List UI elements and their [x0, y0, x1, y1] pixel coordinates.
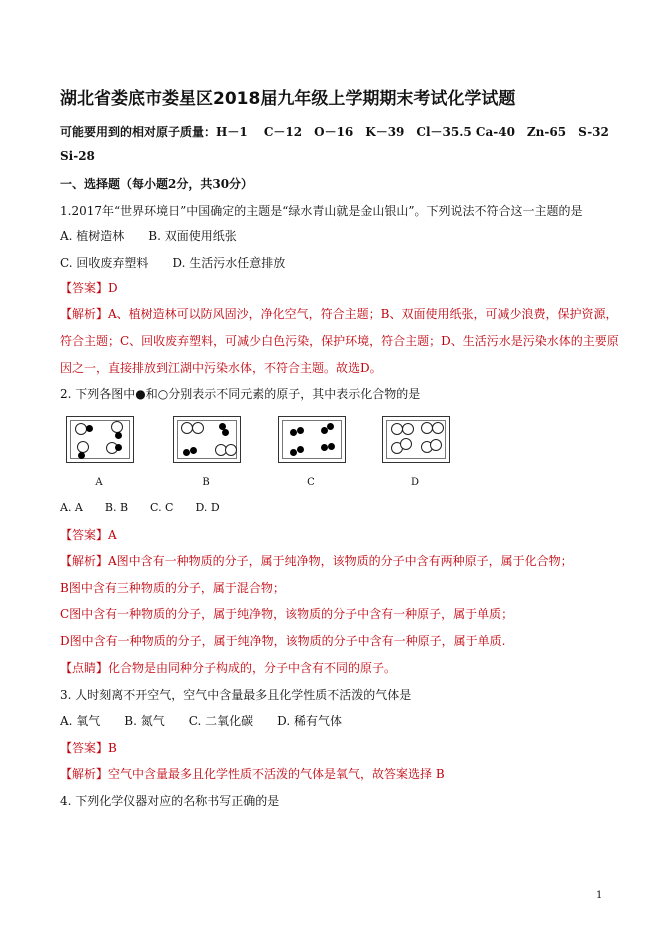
white-atom-icon — [77, 441, 89, 453]
white-atom-icon — [225, 444, 237, 456]
white-atom-icon — [430, 439, 442, 451]
q3-answer: 【答案】B — [60, 741, 117, 755]
black-atom-icon — [115, 444, 122, 451]
q1-analysis-line-1: 【解析】A、植树造林可以防风固沙，净化空气，符合主题；B、双面使用纸张，可减少浪费，保护资源， — [60, 307, 618, 321]
atomic-masses-line-2: Si-28 — [60, 149, 95, 163]
q3-options: A. 氧气 B. 氮气 C. 二氧化碳 D. 稀有气体 — [60, 714, 342, 728]
page-number: 1 — [596, 890, 603, 901]
q2-options: A. A B. B C. C D. D — [60, 501, 220, 514]
black-atom-icon — [183, 449, 190, 456]
q1-stem: 1.2017年“世界环境日”中国确定的主题是“绿水青山就是金山银山”。下列说法不符合这一主题的是 — [60, 204, 583, 218]
q3-stem: 3. 人时刻离不开空气，空气中含量最多且化学性质不活泼的气体是 — [60, 688, 412, 702]
figure-label-c: C — [307, 477, 315, 488]
atomic-masses-line-1: 可能要用到的相对原子质量：H－1 C－12 O－16 K－39 Cl－35.5 Ca-40 Zn-65 S-32 — [60, 125, 609, 139]
q2-stem: 2. 下列各图中●和○分别表示不同元素的原子，其中表示化合物的是 — [60, 387, 421, 401]
figure-label-b: B — [202, 477, 210, 488]
black-atom-icon — [86, 425, 93, 432]
q2-tip: 【点睛】化合物是由同种分子构成的，分子中含有不同的原子。 — [60, 661, 397, 675]
q2-analysis-line-4: D图中含有一种物质的分子，属于纯净物，该物质的分子中含有一种原子，属于单质. — [60, 634, 506, 648]
q1-options-cd: C. 回收废弃塑料 D. 生活污水任意排放 — [60, 256, 286, 270]
q2-answer: 【答案】A — [60, 528, 117, 542]
black-atom-icon — [297, 446, 304, 453]
figure-a — [66, 416, 134, 463]
q2-analysis-line-2: B图中含有三种物质的分子，属于混合物； — [60, 581, 285, 595]
white-atom-icon — [402, 423, 414, 435]
q3-analysis: 【解析】空气中含量最多且化学性质不活泼的气体是氧气，故答案选择 B — [60, 767, 445, 781]
white-atom-icon — [432, 422, 444, 434]
white-atom-icon — [192, 422, 204, 434]
q2-analysis-line-1: 【解析】A图中含有一种物质的分子，属于纯净物，该物质的分子中含有两种原子，属于化合物； — [60, 554, 573, 568]
black-atom-icon — [115, 432, 122, 439]
doc-title: 湖北省娄底市娄星区2018届九年级上学期期末考试化学试题 — [60, 89, 516, 109]
black-atom-icon — [190, 447, 197, 454]
q1-answer: 【答案】D — [60, 281, 118, 295]
q1-analysis-line-2: 符合主题；C、回收废弃塑料，可减少白色污染，保护环境，符合主题；D、生活污水是污染水体的主要原 — [60, 334, 619, 348]
figure-c — [278, 416, 346, 463]
q1-options-ab: A. 植树造林 B. 双面使用纸张 — [60, 229, 237, 243]
black-atom-icon — [290, 449, 297, 456]
figure-d — [382, 416, 450, 463]
section-heading: 一、选择题（每小题2分，共30分） — [60, 177, 254, 191]
black-atom-icon — [297, 427, 304, 434]
black-atom-icon — [78, 452, 85, 459]
q2-analysis-line-3: C图中含有一种物质的分子，属于纯净物，该物质的分子中含有一种原子，属于单质； — [60, 607, 514, 621]
black-atom-icon — [321, 444, 328, 451]
figure-label-a: A — [95, 477, 103, 488]
figure-b — [173, 416, 241, 463]
black-atom-icon — [290, 429, 297, 436]
black-atom-icon — [327, 423, 334, 430]
black-atom-icon — [328, 443, 335, 450]
figure-label-d: D — [410, 477, 420, 488]
q4-stem: 4. 下列化学仪器对应的名称书写正确的是 — [60, 794, 280, 808]
q1-analysis-line-3: 因之一，直接排放到江湖中污染水体，不符合主题。故选D。 — [60, 361, 382, 375]
black-atom-icon — [222, 429, 229, 436]
white-atom-icon — [400, 438, 412, 450]
